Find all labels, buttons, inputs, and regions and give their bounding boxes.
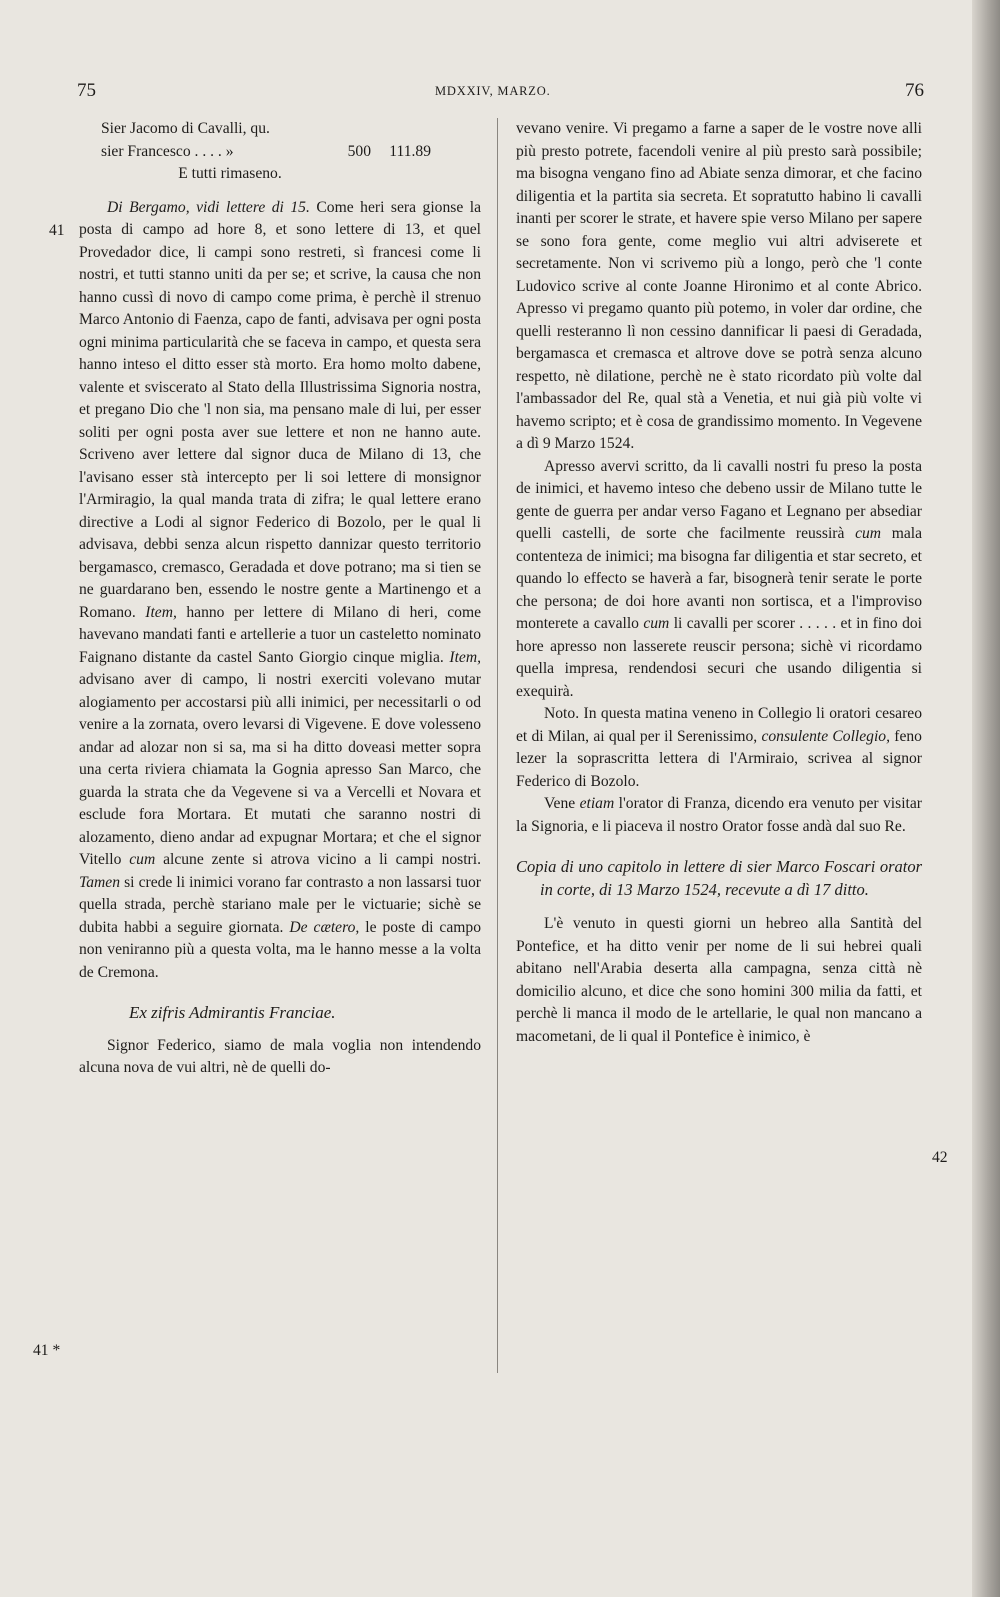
vote-line-jacomo: Sier Jacomo di Cavalli, qu. (101, 120, 270, 137)
paragraph-letter-continued: vevano venire. Vi pregamo a farne a saper de le vostre nove alli più presto potrete, facendoli venire al più presto sarà possibile; ma bisogna vengano fino ad Abiate senza dimorar, et che facino diligentia et la partita sia secreta. Et sopratutto habino li cavalli inanti per scorer le strate, et havere spie verso Milano per sapere se sono fora gente, come meglio vui altri adviserete et secretamente. Non vi scrivemo più a longo, però che 'l conte Ludovico scrive al conte Joanne Hironimo et al conte Abrico. Apresso vi pregamo quanto più potemo, in voler dar ordine, che quelli resteranno lì non cessino dannificar li paesi di Geradada, bergamasca et cremasca et altrove dove se potrà senza alcuno respetto, nè dilatione, perchè ne è stato ricordato più volte dal l'ambassador del Re, qual stà a Venetia, et nui già più volte vi havemo scripto; et è cosa de grandissimo momento. In Vegevene a dì 9 Marzo 1524. (516, 120, 922, 452)
paragraph-hebreo: L'è venuto in questi giorni un hebreo alla Santità del Pontefice, et ha ditto venir per nome de li sui hebrei quali abitano nell'Arabia deserta alla campagna, senza città nè domicilio alcuno, et dice che sono homini 300 milia da fatti, et perchè li manca il modo de le artellarie, le qual non mancano a macometani, de li qual il Pontefice è inimico, è (516, 915, 922, 1045)
paragraph-noto: Noto. In questa matina veneno in Collegio li oratori cesareo et di Milan, ai qual per il Serenissimo, consulente Collegio, feno lezer la soprascritta lettera di l'Armiraio, scrivea al signor Federico di Bozolo. (516, 705, 922, 790)
margin-number-42: 42 (932, 1149, 948, 1166)
column-divider (497, 118, 498, 1373)
paragraph-bergamo: Di Bergamo, vidi lettere di 15. Come heri sera gionse la posta di campo ad hore 8, et sono lettere di 13, et quel Provedador dice, li campi sono restreti, sì francesi come li nostri, et tutti stanno uniti da per se; et scrive, la causa che non hanno cussì di novo di campo come prima, è perchè il strenuo Marco Antonio di Faenza, capo de fanti, advisava per ogni posta ogni minima particularità che se faceva in campo, et questa sera hanno inteso el ditto esser stà morto. Era homo molto dabene, valente et sviscerato al Stato della Illustrissima Signoria nostra, et pregano Dio che 'l non sia, ma pensano male di lui, per esser soliti per ogni posta aver sue lettere et non ne hanno aute. Scriveno aver lettere dal signor duca de Milano di 13, che l'avisano esser stà intercepto per li soi lettere di monsignor l'Armiragio, la qual manda trata di zifra; le qual lettere erano directive a Lodi al signor Federico di Bozolo, per le qual li advisava, debbi senza alcun rispetto dannizar questo territorio bergamasco, cremasco, Geradada et dove potrano; ma si tien se ne guardarano ben, essendo le nostre gente a Martinengo et a Romano. Item, hanno per lettere di Milano di heri, come havevano mandati fanti e artellerie a tuor un casteletto nominato Faignano distante da castel Santo Giorgio cinque miglia. Item, advisano aver di campo, li nostri exerciti volevano mutar alogiamento per accostarsi più alli inimici, per necessitarli o od venire a la zornata, overo levarsi di Vigevene. E dove volesseno andar ad alozar non si sa, ma si ha ditto doveasi metter sopra una certa riviera chiamata la Gognia apresso San Marco, che guarda la strata che da Vegevene si va a Vercelli et Novara et esclude fora Mortara. Et mutati che saranno nostri di alozamento, dieno andar ad expugnar Mortara; et che el signor Vitello cum alcune zente si atrova vicino a li campi nostri. Tamen si crede li inimici vorano far contrasto a non lassarsi tuor quella strada, perchè stariano male per le victuarie; sichè se dubita habbi a seguire giornata. De cætero, le poste di campo non veniranno più a questa volta, ma le hanno messe a la volta de Cremona. (79, 198, 482, 981)
left-column (79, 118, 481, 1080)
running-title: MDXXIV, MARZO. (435, 84, 551, 98)
vote-line-francesco (79, 141, 431, 164)
page-number-right: 76 (905, 80, 924, 101)
paragraph-vene: Vene etiam l'orator di Franza, dicendo era venuto per visitar la Signoria, e li piaceva il nostro Orator fosse andà dal suo Re. (516, 795, 922, 835)
running-head (0, 80, 1000, 110)
paragraph-apresso: Apresso avervi scritto, da li cavalli nostri fu preso la posta de inimici, et havemo inteso che debeno ussir de Milano tutte le gente de guerra per andar verso Fagano et Legnano per absediar quelli castelli, de sorte che facilmente reussirà cum mala contenteza de inimici; ma bisogna far diligentia et star secreto, et quando lo effecto se haverà a far, bisognerà tenir serate le porte che persona; de doi hore avanti non sortisca, et a l'improviso monterete a cavallo cum li cavalli per scorer . . . . . et in fino doi hore apresso non lasserete reuscir persona; sichè vi ricordamo quella impresa, rendendosi securi che usando diligentia si exequirà. (516, 457, 923, 700)
page-edge-shadow (972, 0, 1000, 1597)
paragraph-signor-federico: Signor Federico, siamo de mala voglia non intendendo alcuna nova de vui altri, nè de quelli do- (79, 1036, 481, 1076)
right-column (516, 118, 922, 1048)
page-number-left: 75 (77, 80, 96, 101)
vote-name: sier Francesco . . . . » (101, 142, 234, 160)
section-heading-zifris: Ex zifris Admirantis Franciae. (129, 1003, 336, 1022)
vote-total: 111.89 (389, 142, 431, 160)
paragraph-lead: Di Bergamo, vidi lettere di 15. (107, 198, 310, 216)
margin-number-41-star: 41 * (33, 1342, 61, 1359)
vote-result: E tutti rimaseno. (178, 165, 282, 182)
vote-count: 500 (347, 142, 371, 160)
section-heading-copia: Copia di uno capitolo in lettere di sier Marco Foscari orator in corte, di 13 Marzo 1524, recevute a dì 17 ditto. (516, 857, 922, 899)
margin-number-41: 41 (49, 222, 65, 239)
